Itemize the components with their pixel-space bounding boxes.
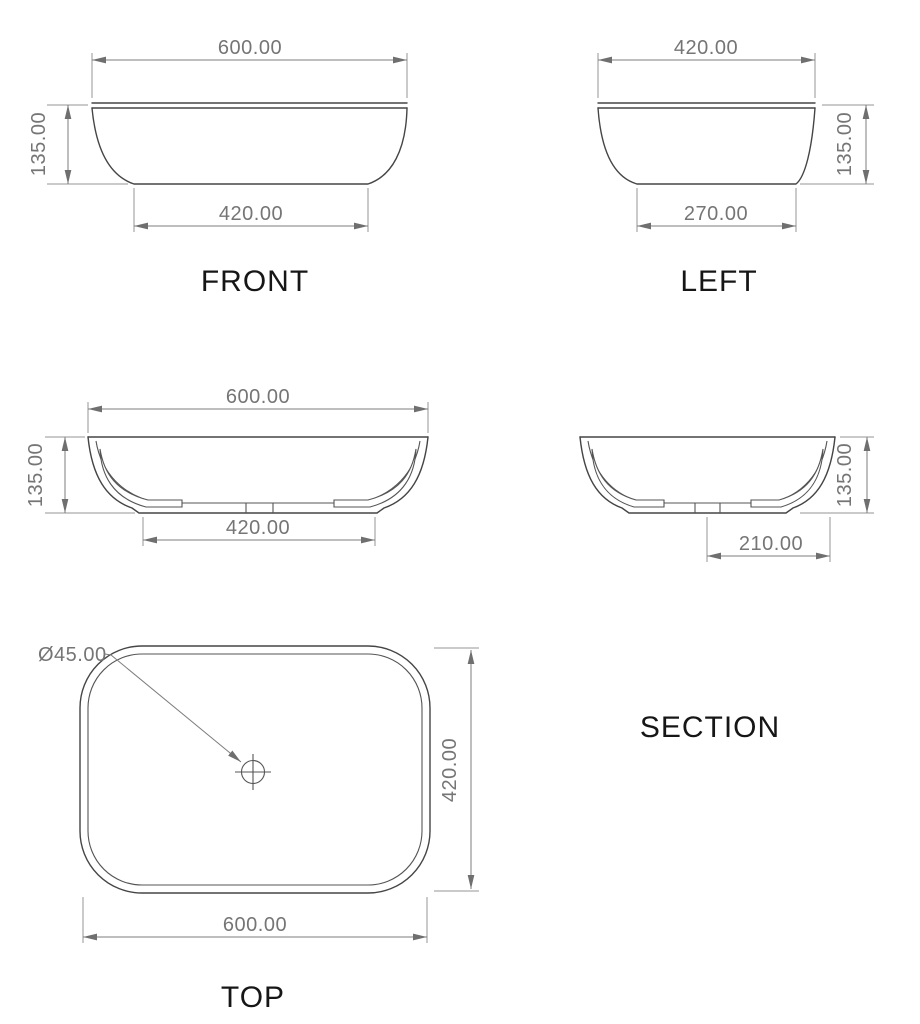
top-drain-leader-line	[105, 654, 241, 762]
front-section-dim135-text: 135.00	[25, 442, 47, 508]
left-section-wall-slot-left	[592, 449, 664, 507]
front-section-inner-surface	[96, 441, 420, 503]
top-view-label: TOP	[220, 981, 286, 1014]
top-dim600-text: 600.00	[222, 914, 288, 936]
top-outer-rim-outline	[80, 646, 430, 893]
front-rim-outline	[92, 103, 407, 108]
front-view-label: FRONT	[200, 265, 310, 298]
front-dim600-text: 600.00	[217, 37, 283, 59]
left-section-wall-slot-right	[751, 449, 823, 507]
left-dim270-text: 270.00	[683, 203, 749, 225]
left-section-view	[580, 437, 874, 744]
left-section-drain-boss	[695, 503, 720, 513]
left-section-dim210-text: 210.00	[738, 533, 804, 555]
front-dim135-text: 135.00	[28, 111, 50, 177]
left-rim-outline	[598, 103, 815, 108]
top-drain-crosshair	[235, 754, 271, 790]
front-section-dim420-text: 420.00	[225, 517, 291, 539]
left-view-label: LEFT	[680, 265, 758, 298]
left-section-dim135-text: 135.00	[834, 442, 856, 508]
left-dim420-text: 420.00	[673, 37, 739, 59]
front-section-drain-boss	[246, 503, 273, 513]
left-section-inner-surface	[588, 441, 827, 503]
left-section-outer-outline	[580, 437, 835, 513]
front-view	[28, 37, 407, 298]
left-view	[598, 37, 874, 298]
front-dim420-text: 420.00	[218, 203, 284, 225]
left-body-outline	[598, 108, 815, 184]
top-drain-diameter-text: Ø45.00	[38, 644, 107, 666]
left-dim135-text: 135.00	[834, 111, 856, 177]
top-inner-rim-outline	[88, 654, 422, 885]
section-label: SECTION	[639, 711, 781, 744]
front-section-dim600-text: 600.00	[225, 386, 291, 408]
front-body-outline	[92, 108, 407, 184]
top-dim420-text: 420.00	[439, 737, 461, 803]
top-view	[38, 644, 479, 1014]
front-section-view	[25, 386, 428, 546]
